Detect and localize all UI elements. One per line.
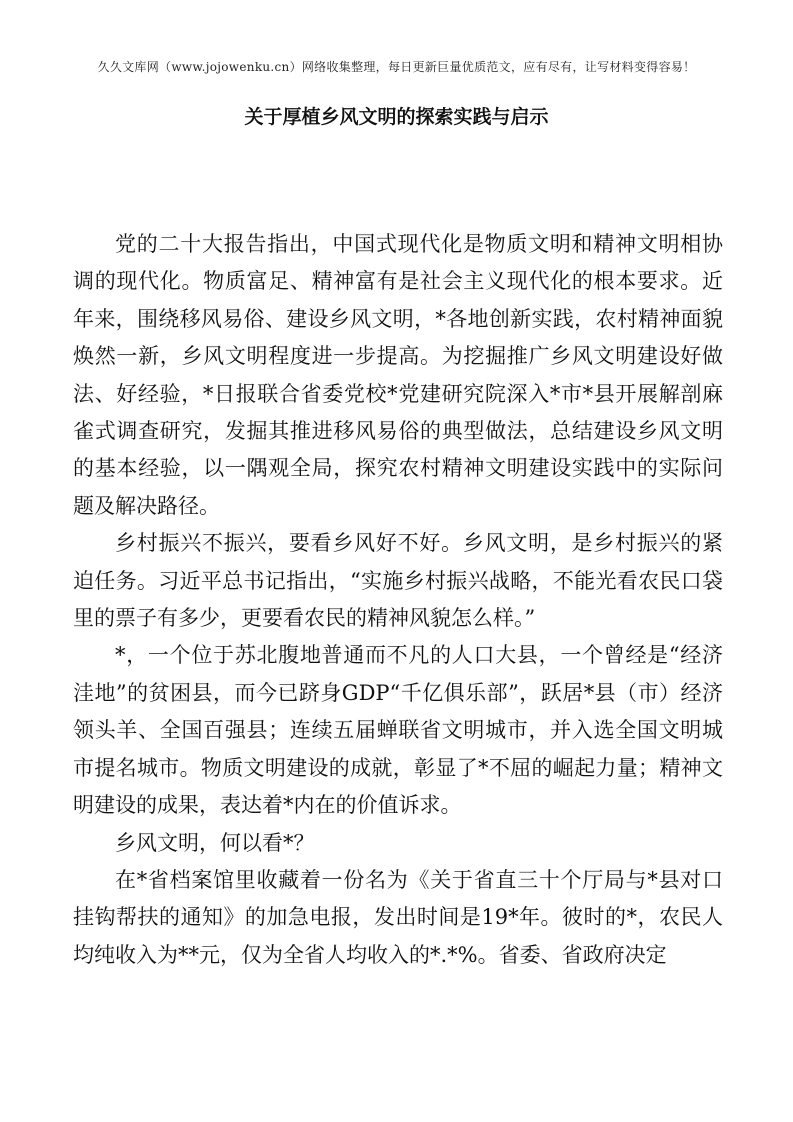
paragraph-archive: 在*省档案馆里收藏着一份名为《关于省直三十个厅局与*县对口挂钩帮扶的通知》的加急电报，发出时间是19*年。彼时的*，农民人均纯收入为**元，仅为全省人均收入的*.*%。省委、省政府决定 <box>73 867 723 967</box>
paragraph-rural-revitalization: 乡村振兴不振兴，要看乡风好不好。乡风文明，是乡村振兴的紧迫任务。习近平总书记指出，“实施乡村振兴战略，不能光看农民口袋里的票子有多少，更要看农民的精神风貌怎么样。” <box>73 531 723 631</box>
paragraph-intro: 党的二十大报告指出，中国式现代化是物质文明和精神文明相协调的现代化。物质富足、精神富有是社会主义现代化的根本要求。近年来，围绕移风易俗、建设乡风文明，*各地创新实践，农村精神面貌焕然一新，乡风文明程度进一步提高。为挖掘推广乡风文明建设好做法、好经验，*日报联合省委党校*党建研究院深入*市*县开展解剖麻雀式调查研究，发掘其推进移风易俗的典型做法，总结建设乡风文明的基本经验，以一隅观全局，探究农村精神文明建设实践中的实际问题及解决路径。 <box>73 232 723 518</box>
paragraph-county-profile: *，一个位于苏北腹地普通而不凡的人口大县，一个曾经是“经济洼地”的贫困县，而今已跻身GDP“千亿俱乐部”，跃居*县（市）经济领头羊、全国百强县；连续五届蝉联省文明城市，并入选全国文明城市提名城市。物质文明建设的成就，彰显了*不屈的崛起力量；精神文明建设的成果，表达着*内在的价值诉求。 <box>73 643 723 818</box>
site-header-note: 久久文库网（www.jojowenku.cn）网络收集整理，每日更新巨量优质范文，应有尽有，让写材料变得容易！ <box>97 60 696 74</box>
document-body <box>73 226 723 974</box>
document-title: 关于厚植乡风文明的探索实践与启示 <box>244 106 549 128</box>
paragraph-question: 乡风文明，何以看*？ <box>115 830 315 855</box>
